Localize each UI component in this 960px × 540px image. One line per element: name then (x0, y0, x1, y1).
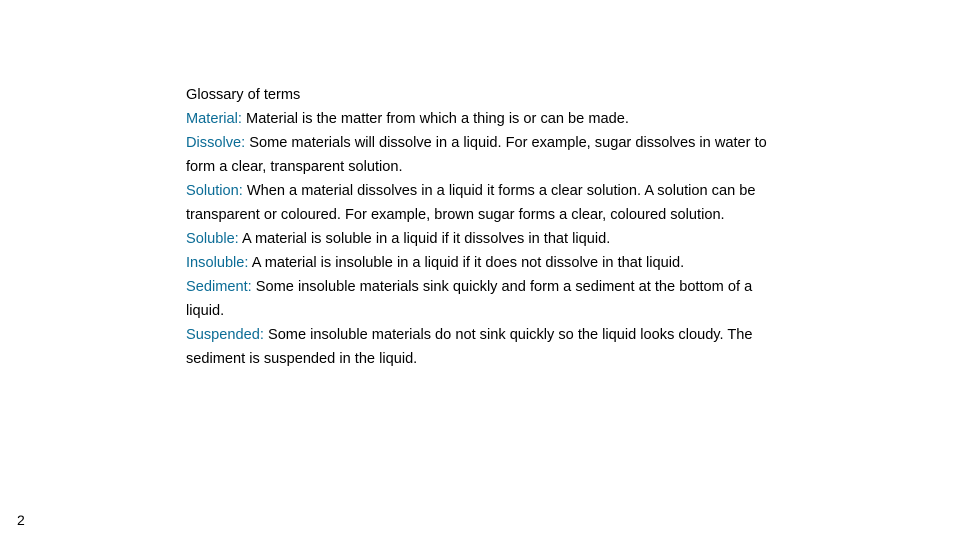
definition-text: When a material dissolves in a liquid it forms a clear (242, 183, 587, 199)
definition-text: in the liquid. (335, 351, 418, 367)
definition-text: A material is (238, 231, 326, 247)
keyword-solution: solution (586, 183, 638, 199)
keyword-material: Material (246, 111, 298, 127)
term-suspended: Suspended: (186, 327, 264, 343)
definition-text: in a liquid. For example, sugar dissolves in water to form a clear, transparent solution. (186, 135, 767, 175)
glossary-entry-material (186, 107, 786, 131)
definition-text: at the bottom of a liquid. (186, 279, 753, 319)
definition-text: Some insoluble materials sink quickly and form a (251, 279, 576, 295)
keyword-dissolve: dissolve (379, 135, 432, 151)
glossary-entry-suspended (186, 323, 786, 371)
definition-text: in a liquid if it does not dissolve in that liquid. (392, 255, 685, 271)
glossary-entry-solution (186, 179, 786, 227)
term-insoluble: Insoluble: (186, 255, 249, 271)
glossary-entry-soluble (186, 227, 786, 251)
term-dissolve: Dissolve: (186, 135, 246, 151)
definition-text: in a liquid if it dissolves in that liquid. (371, 231, 611, 247)
term-soluble: Soluble: (186, 231, 239, 247)
definition-text: A material is (248, 255, 336, 271)
definition-text: is the matter from which a thing is or can be made. (297, 111, 629, 127)
glossary-entry-insoluble (186, 251, 786, 275)
glossary-entry-dissolve (186, 131, 786, 179)
term-material: Material: (186, 111, 242, 127)
glossary-title: Glossary of terms (186, 87, 301, 103)
keyword-sediment: sediment (575, 279, 635, 295)
glossary-entry-sediment (186, 275, 786, 323)
term-solution: Solution: (186, 183, 243, 199)
keyword-insoluble: insoluble (335, 255, 393, 271)
glossary-text-block (186, 83, 786, 371)
keyword-suspended: suspended (263, 351, 336, 367)
definition-text: Some materials will (245, 135, 380, 151)
term-sediment: Sediment: (186, 279, 252, 295)
definition-text: Some insoluble materials do not sink quickly so the liquid looks cloudy. The sediment is (186, 327, 753, 367)
keyword-soluble: soluble (325, 231, 372, 247)
page-number: 2 (17, 512, 25, 528)
definition-text: . A solution can be transparent or coloured. For example, brown sugar forms a clear, coloured solution. (186, 183, 756, 223)
